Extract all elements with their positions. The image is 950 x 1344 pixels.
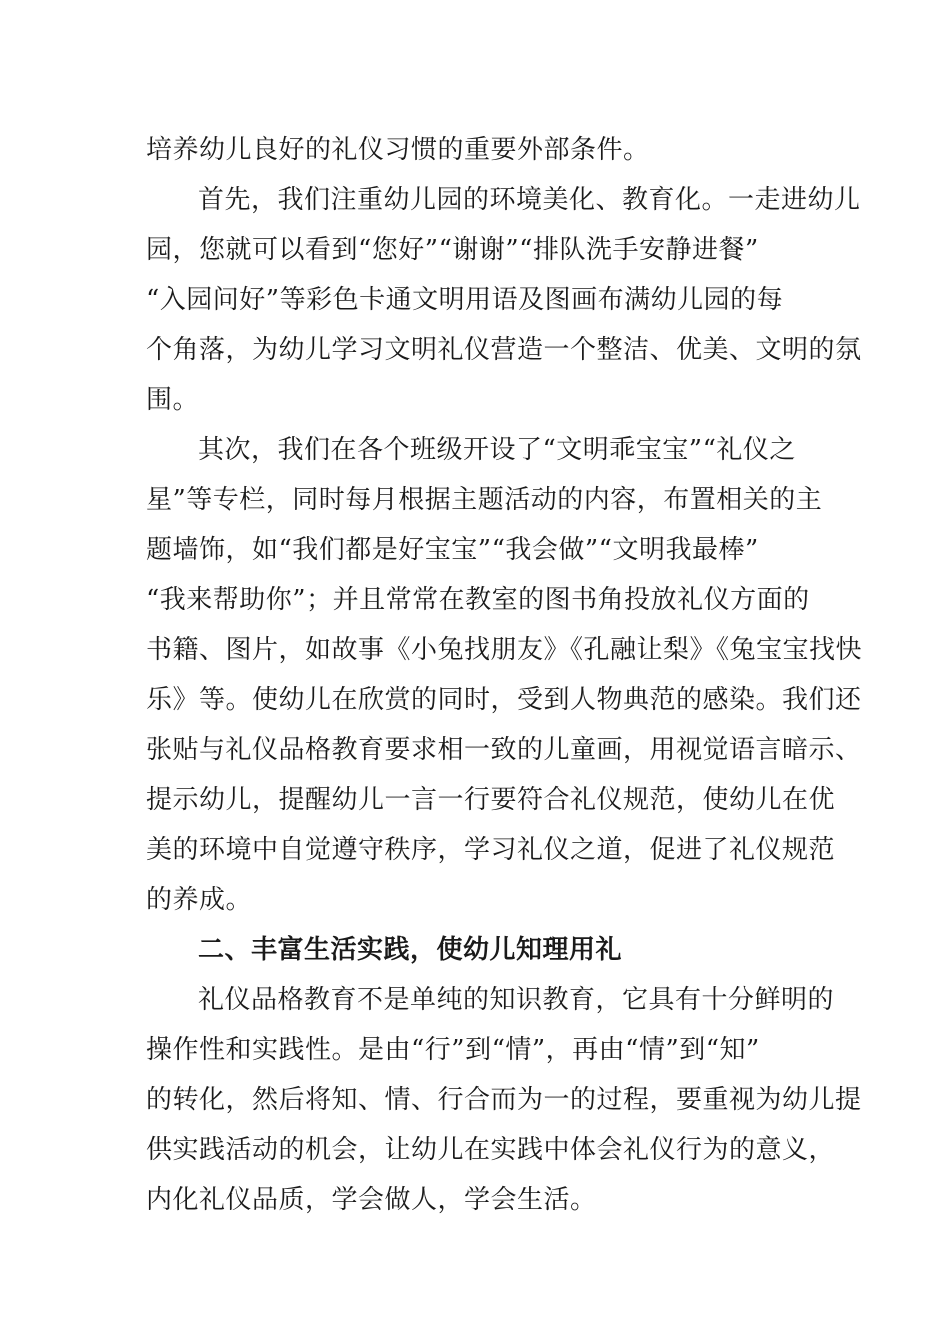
- section-heading: 二、丰富生活实践，使幼儿知理用礼: [198, 935, 623, 965]
- paragraph-line: 围。: [146, 385, 200, 415]
- paragraph-line: 培养幼儿良好的礼仪习惯的重要外部条件。: [146, 135, 650, 165]
- paragraph-line: 美的环境中自觉遵守秩序，学习礼仪之道，促进了礼仪规范: [146, 835, 836, 865]
- paragraph-line: 星”等专栏，同时每月根据主题活动的内容，布置相关的主: [146, 485, 823, 515]
- paragraph-line: 题墙饰，如“我们都是好宝宝”“我会做”“文明我最棒”: [146, 535, 759, 565]
- paragraph-line: 首先，我们注重幼儿园的环境美化、教育化。一走进幼儿: [198, 185, 861, 215]
- paragraph-line: 书籍、图片，如故事《小兔找朋友》《孔融让梨》《兔宝宝找快: [146, 635, 863, 665]
- paragraph-line: “入园问好”等彩色卡通文明用语及图画布满幼儿园的每: [146, 285, 784, 315]
- paragraph-line: 礼仪品格教育不是单纯的知识教育，它具有十分鲜明的: [198, 985, 835, 1015]
- paragraph-line: 的养成。: [146, 885, 253, 915]
- paragraph-line: “我来帮助你”；并且常常在教室的图书角投放礼仪方面的: [146, 585, 810, 615]
- paragraph-line: 个角落，为幼儿学习文明礼仪营造一个整洁、优美、文明的氛: [146, 335, 862, 365]
- paragraph-line: 其次，我们在各个班级开设了“文明乖宝宝”“礼仪之: [198, 435, 796, 465]
- paragraph-line: 乐》等。使幼儿在欣赏的同时，受到人物典范的感染。我们还: [146, 685, 862, 715]
- paragraph-line: 操作性和实践性。是由“行”到“情”，再由“情”到“知”: [146, 1035, 760, 1065]
- paragraph-line: 的转化，然后将知、情、行合而为一的过程，要重视为幼儿提: [146, 1085, 862, 1115]
- paragraph-line: 供实践活动的机会，让幼儿在实践中体会礼仪行为的意义，: [146, 1135, 836, 1165]
- paragraph-line: 张贴与礼仪品格教育要求相一致的儿童画，用视觉语言暗示、: [146, 735, 862, 765]
- paragraph-line: 园，您就可以看到“您好”“谢谢”“排队洗手安静进餐”: [146, 235, 759, 265]
- paragraph-line: 内化礼仪品质，学会做人，学会生活。: [146, 1185, 597, 1215]
- paragraph-line: 提示幼儿，提醒幼儿一言一行要符合礼仪规范，使幼儿在优: [146, 785, 836, 815]
